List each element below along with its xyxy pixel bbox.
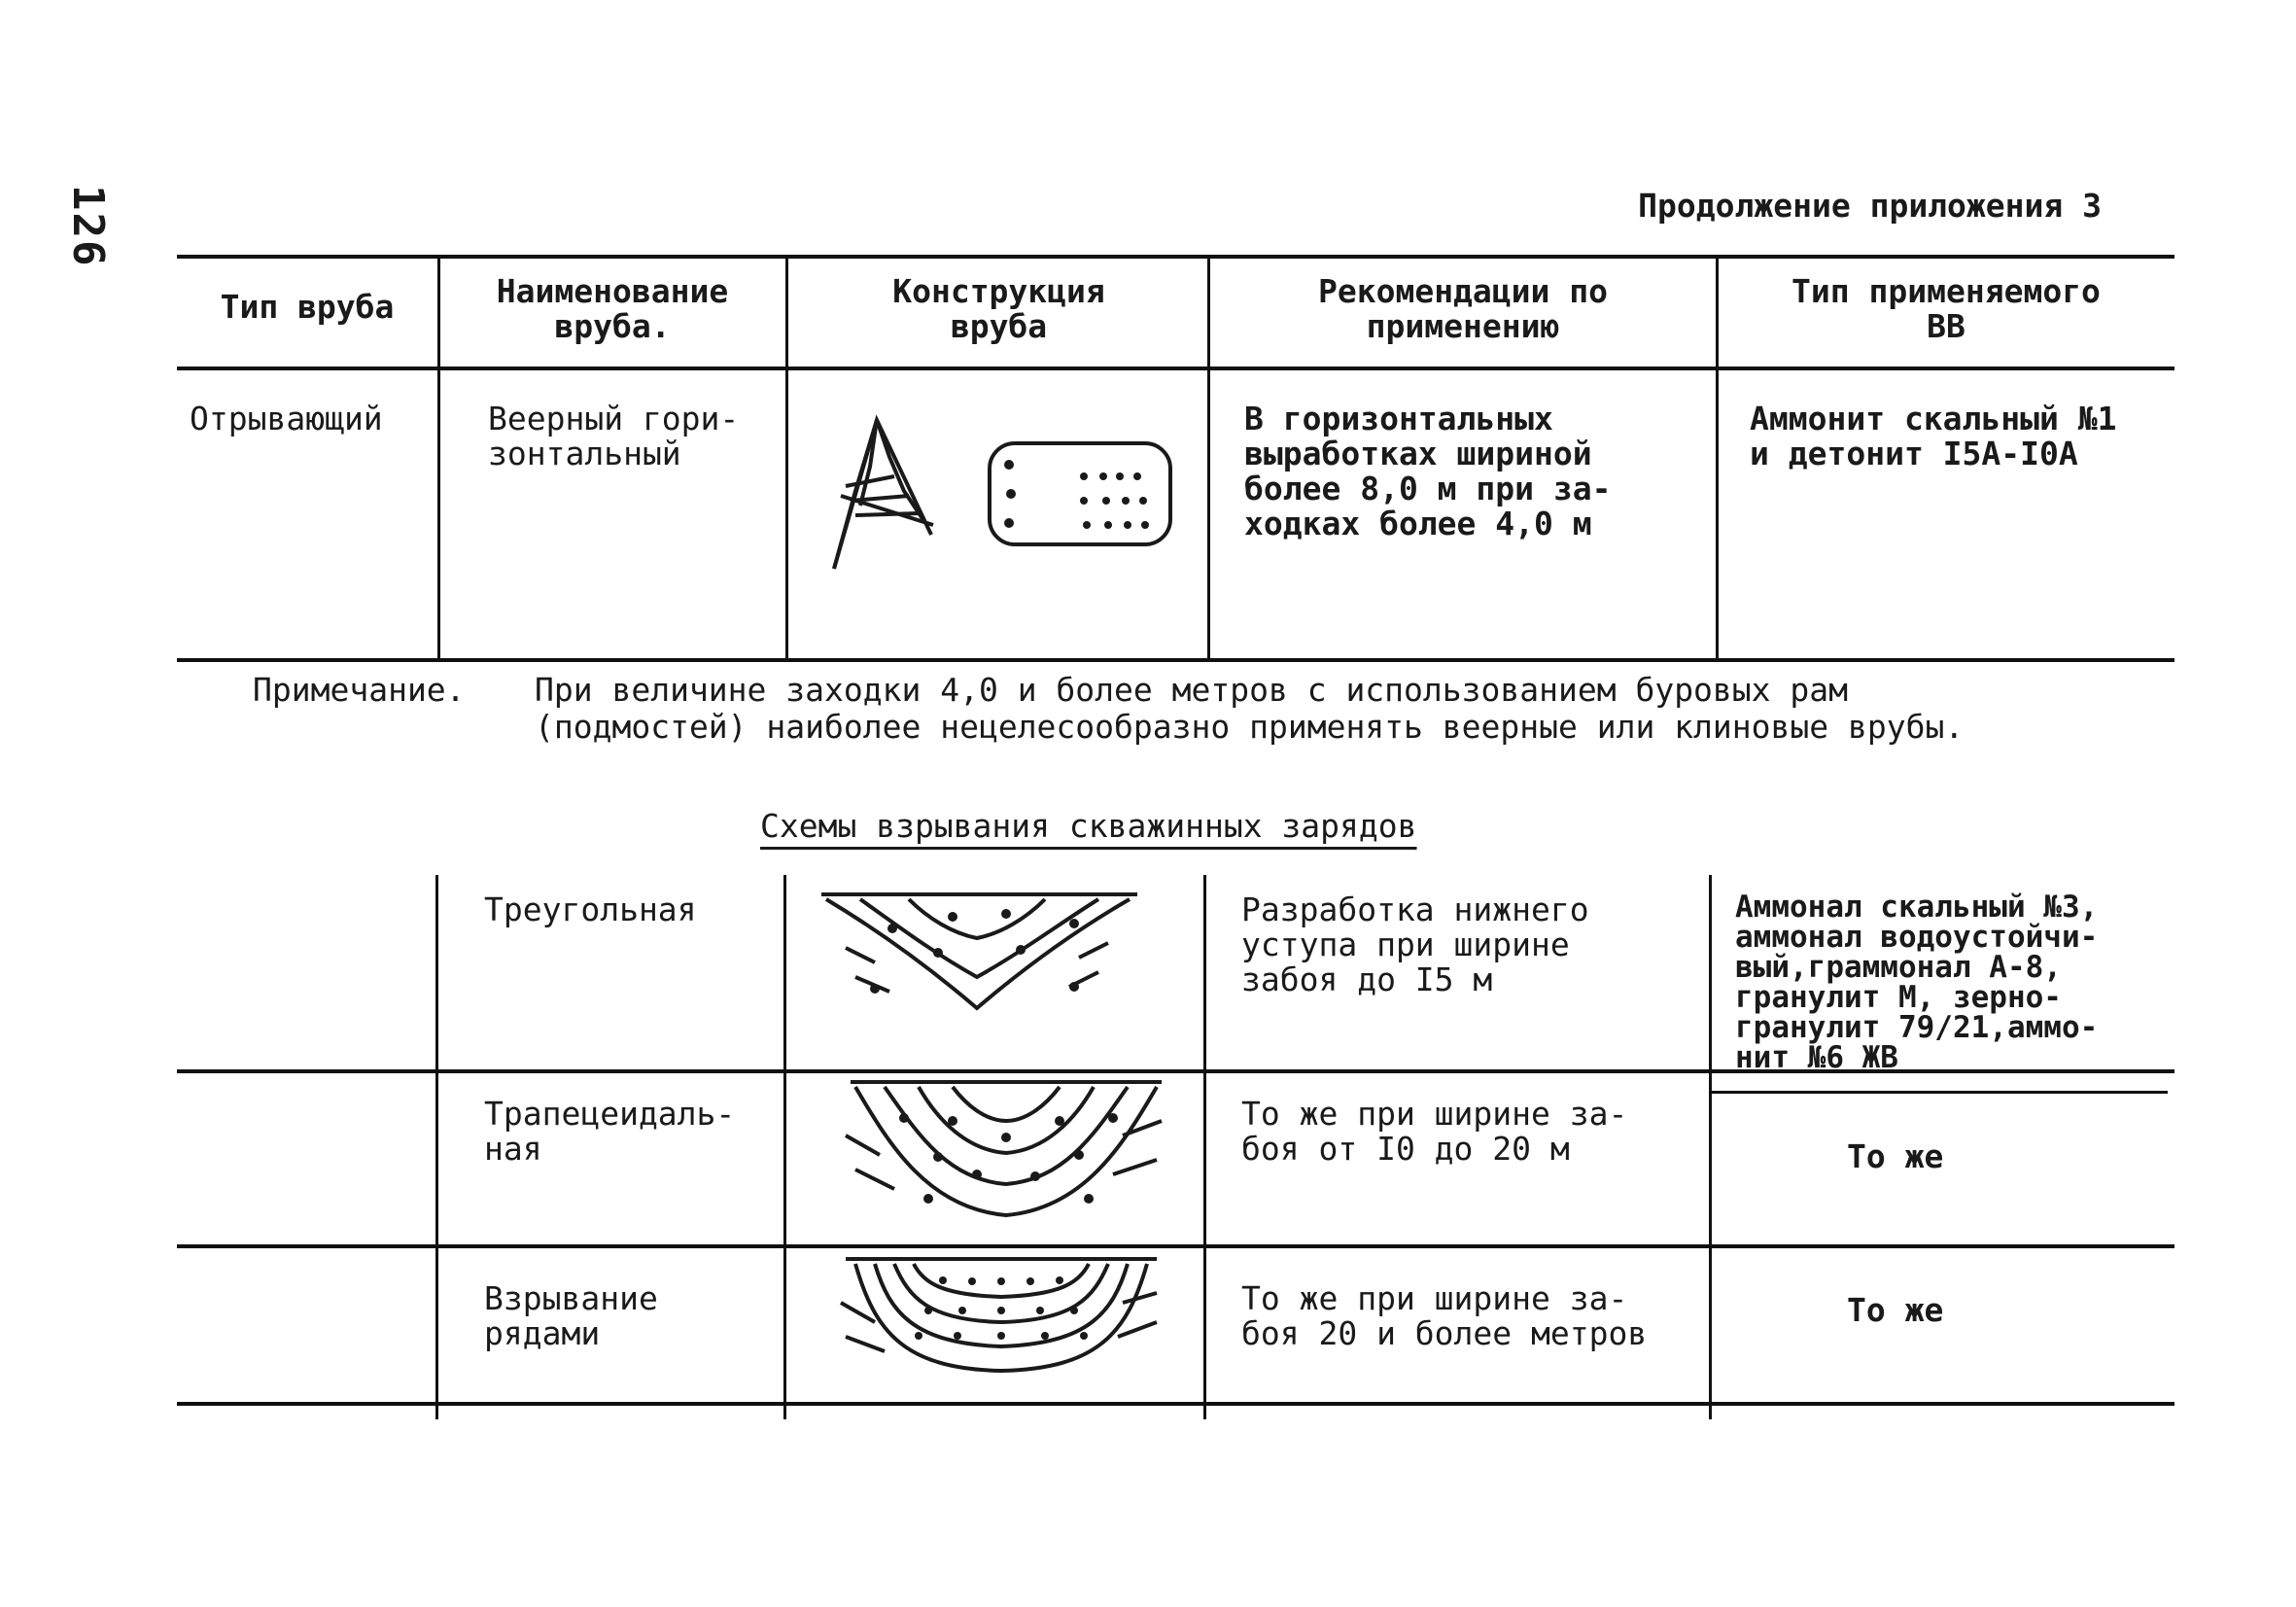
fan-cut-sketch bbox=[817, 399, 1186, 583]
header-explosive-type: Тип применяемого ВВ bbox=[1792, 272, 2101, 345]
col-divider bbox=[1207, 255, 1210, 661]
scheme-recommendation: То же при ширине за- боя от I0 до 20 м bbox=[1241, 1095, 1628, 1168]
row-rule bbox=[177, 1244, 2174, 1248]
col-divider bbox=[1709, 875, 1712, 1419]
note-line-1: При величине заходки 4,0 и более метров с использованием буровых рам bbox=[535, 671, 1849, 709]
trapezoidal-scheme-sketch bbox=[841, 1077, 1171, 1223]
col-divider bbox=[783, 875, 786, 1419]
table-header-rule bbox=[177, 367, 2174, 370]
scheme-explosive: Аммонал скальный №3, аммонал водоустойчи- вый,граммонал А-8, гранулит М, зерно- гранулит 79/21,аммо- нит №6 ЖВ bbox=[1735, 890, 2099, 1075]
scheme-explosive: То же bbox=[1847, 1137, 1944, 1175]
page-number: 126 bbox=[63, 185, 113, 268]
scheme-name: Трапецеидаль- ная bbox=[484, 1095, 736, 1168]
table-bottom-rule bbox=[177, 658, 2174, 662]
note-line-2: (подмостей) наиболее нецелесообразно применять веерные или клиновые врубы. bbox=[535, 708, 1965, 746]
header-cut-type: Тип вруба bbox=[220, 288, 395, 326]
row-blasting-scheme-sketch bbox=[836, 1254, 1166, 1380]
col-divider bbox=[785, 255, 788, 661]
table-top-rule bbox=[177, 255, 2174, 259]
cell-recommendation: В горизонтальных выработках шириной более 8,0 м при за- ходках более 4,0 м bbox=[1244, 400, 1612, 542]
col-divider bbox=[435, 875, 438, 1419]
explosive-cell-rule bbox=[1709, 1091, 2168, 1094]
scheme-name: Взрывание рядами bbox=[484, 1279, 658, 1352]
cell-explosive-type: Аммонит скальный №1 и детонит I5А-I0А bbox=[1750, 400, 2117, 472]
note-label: Примечание. bbox=[253, 671, 466, 709]
header-cut-design: Конструкция вруба bbox=[892, 272, 1105, 345]
col-divider bbox=[1203, 875, 1206, 1419]
cell-cut-name: Веерный гори- зонтальный bbox=[488, 400, 740, 472]
scheme-name: Треугольная bbox=[484, 891, 697, 928]
scheme-recommendation: То же при ширине за- боя 20 и более метров bbox=[1241, 1279, 1648, 1352]
header-recommendations: Рекомендации по применению bbox=[1317, 272, 1608, 345]
triangular-scheme-sketch bbox=[817, 890, 1147, 1016]
col-divider bbox=[437, 255, 440, 661]
header-cut-name: Наименование вруба. bbox=[496, 272, 729, 345]
scheme-recommendation: Разработка нижнего уступа при ширине забоя до I5 м bbox=[1241, 891, 1589, 998]
continuation-label: Продолжение приложения 3 bbox=[1638, 187, 2102, 225]
cell-cut-type: Отрывающий bbox=[190, 400, 383, 437]
section-title: Схемы взрывания скважинных зарядов bbox=[760, 807, 1417, 845]
table-bottom-rule bbox=[177, 1402, 2174, 1406]
col-divider bbox=[1716, 255, 1719, 661]
scheme-explosive: То же bbox=[1847, 1291, 1944, 1329]
